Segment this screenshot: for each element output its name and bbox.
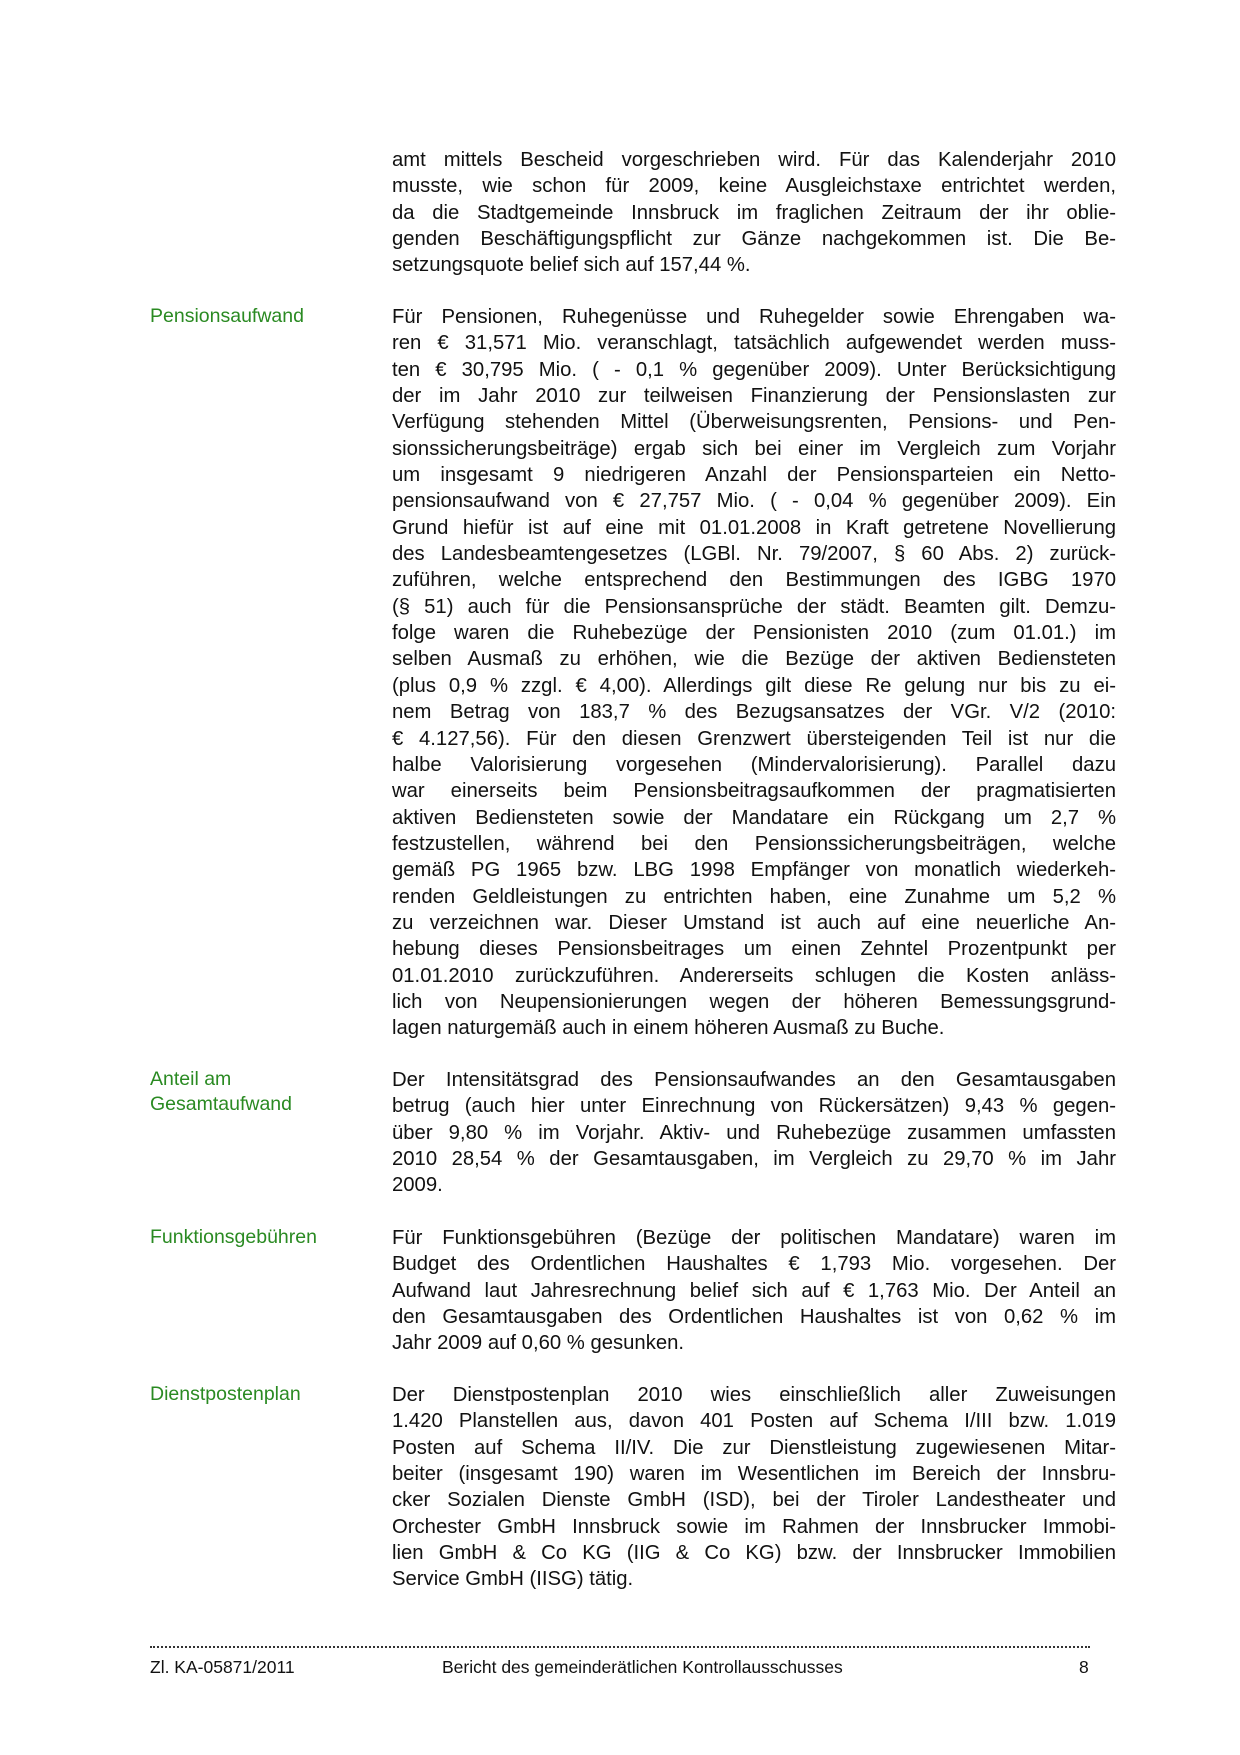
text-line: beiter (insgesamt 190) waren im Wesentlichen im Bereich der Innsbru- [392, 1463, 1116, 1486]
text-line: betrug (auch hier unter Einrechnung von Rückersätzen) 9,43 % gegen- [392, 1095, 1116, 1118]
text-line: des Landesbeamtengesetzes (LGBl. Nr. 79/2007, § 60 Abs. 2) zurück- [392, 543, 1116, 566]
text-line: 2010 28,54 % der Gesamtausgaben, im Vergleich zu 29,70 % im Jahr [392, 1148, 1116, 1171]
text-line: da die Stadtgemeinde Innsbruck im fraglichen Zeitraum der ihr oblie- [392, 201, 1116, 224]
paragraph [392, 147, 1116, 279]
text-line: war einerseits beim Pensionsbeitragsaufkommen der pragmatisierten [392, 780, 1116, 803]
margin-heading: Dienstpostenplan [150, 1383, 301, 1405]
text-line: folge waren die Ruhebezüge der Pensionisten 2010 (zum 01.01.) im [392, 622, 1116, 645]
footer-title: Bericht des gemeinderätlichen Kontrollausschusses [442, 1657, 843, 1677]
text-line: (plus 0,9 % zzgl. € 4,00). Allerdings gilt diese Re gelung nur bis zu ei- [392, 674, 1116, 697]
paragraph [392, 304, 1116, 1042]
paragraph [392, 1225, 1116, 1357]
text-line: hebung dieses Pensionsbeitrages um einen Zehntel Prozentpunkt per [392, 938, 1116, 961]
margin-heading: Pensionsaufwand [150, 305, 304, 327]
text-line: (§ 51) auch für die Pensionsansprüche der städt. Beamten gilt. Demzu- [392, 595, 1116, 618]
text-line: Aufwand laut Jahresrechnung belief sich auf € 1,763 Mio. Der Anteil an [392, 1279, 1116, 1302]
text-line: nem Betrag von 183,7 % des Bezugsansatzes der VGr. V/2 (2010: [392, 701, 1116, 724]
text-line: halbe Valorisierung vorgesehen (Mindervalorisierung). Parallel dazu [392, 753, 1116, 776]
text-line: ren € 31,571 Mio. veranschlagt, tatsächlich aufgewendet werden muss- [392, 332, 1116, 355]
text-line: lich von Neupensionierungen wegen der höheren Bemessungsgrund- [392, 990, 1116, 1013]
margin-heading: Anteil am Gesamtaufwand [150, 1068, 292, 1115]
text-line: um insgesamt 9 niedrigeren Anzahl der Pensionsparteien ein Netto- [392, 464, 1116, 487]
text-line: Jahr 2009 auf 0,60 % gesunken. [392, 1332, 685, 1355]
text-line: gemäß PG 1965 bzw. LBG 1998 Empfänger von monatlich wiederkeh- [392, 859, 1116, 882]
text-line: lagen naturgemäß auch in einem höheren Ausmaß zu Buche. [392, 1017, 945, 1040]
text-line: Budget des Ordentlichen Haushaltes € 1,793 Mio. vorgesehen. Der [392, 1253, 1116, 1276]
text-line: Der Intensitätsgrad des Pensionsaufwandes an den Gesamtausgaben [392, 1069, 1116, 1091]
text-line: Grund hiefür ist auf eine mit 01.01.2008 in Kraft getretene Novellierung [392, 516, 1116, 539]
text-line: 2009. [392, 1174, 443, 1197]
text-line: zu verzeichnen war. Dieser Umstand ist auch auf eine neuerliche An- [392, 911, 1116, 934]
text-line: den Gesamtausgaben des Ordentlichen Haushaltes ist von 0,62 % im [392, 1306, 1116, 1329]
text-line: cker Sozialen Dienste GmbH (ISD), bei der Tiroler Landestheater und [392, 1489, 1116, 1512]
text-line: Für Pensionen, Ruhegenüsse und Ruhegelder sowie Ehrengaben wa- [392, 306, 1116, 328]
page-number: 8 [1079, 1657, 1089, 1677]
text-line: Der Dienstpostenplan 2010 wies einschließlich aller Zuweisungen [392, 1384, 1116, 1406]
text-line: Service GmbH (IISG) tätig. [392, 1568, 634, 1591]
text-line: der im Jahr 2010 zur teilweisen Finanzierung der Pensionslasten zur [392, 385, 1116, 408]
text-line: 01.01.2010 zurückzuführen. Andererseits schlugen die Kosten anläss- [392, 964, 1116, 987]
text-line: musste, wie schon für 2009, keine Ausgleichstaxe entrichtet werden, [392, 175, 1116, 198]
text-line: setzungsquote belief sich auf 157,44 %. [392, 254, 751, 277]
text-line: ten € 30,795 Mio. ( - 0,1 % gegenüber 2009). Unter Berücksichtigung [392, 358, 1116, 381]
text-line: Verfügung stehenden Mittel (Überweisungsrenten, Pensions- und Pen- [392, 411, 1116, 434]
footer-divider [150, 1632, 1090, 1648]
text-line: lien GmbH & Co KG (IIG & Co KG) bzw. der Innsbrucker Immobilien [392, 1542, 1116, 1565]
footer-reference: Zl. KA-05871/2011 [150, 1657, 295, 1677]
margin-heading: Funktionsgebühren [150, 1226, 317, 1248]
text-line: amt mittels Bescheid vorgeschrieben wird. Für das Kalenderjahr 2010 [392, 149, 1116, 171]
text-line: festzustellen, während bei den Pensionssicherungsbeiträgen, welche [392, 832, 1116, 855]
text-line: pensionsaufwand von € 27,757 Mio. ( - 0,04 % gegenüber 2009). Ein [392, 490, 1116, 513]
text-line: Für Funktionsgebühren (Bezüge der politischen Mandatare) waren im [392, 1227, 1116, 1249]
text-line: über 9,80 % im Vorjahr. Aktiv- und Ruhebezüge zusammen umfassten [392, 1121, 1116, 1144]
text-line: zuführen, welche entsprechend den Bestimmungen des IGBG 1970 [392, 569, 1116, 592]
text-line: 1.420 Planstellen aus, davon 401 Posten auf Schema I/III bzw. 1.019 [392, 1410, 1116, 1433]
text-line: Posten auf Schema II/IV. Die zur Dienstleistung zugewiesenen Mitar- [392, 1436, 1116, 1459]
text-line: Orchester GmbH Innsbruck sowie im Rahmen der Innsbrucker Immobi- [392, 1515, 1116, 1538]
text-line: selben Ausmaß zu erhöhen, wie die Bezüge der aktiven Bediensteten [392, 648, 1116, 671]
text-line: aktiven Bediensteten sowie der Mandatare ein Rückgang um 2,7 % [392, 806, 1116, 829]
text-line: genden Beschäftigungspflicht zur Gänze nachgekommen ist. Die Be- [392, 228, 1116, 251]
paragraph [392, 1382, 1116, 1593]
paragraph [392, 1067, 1116, 1199]
text-line: renden Geldleistungen zu entrichten haben, eine Zunahme um 5,2 % [392, 885, 1116, 908]
text-line: sionssicherungsbeiträge) ergab sich bei einer im Vergleich zum Vorjahr [392, 437, 1116, 460]
text-line: € 4.127,56). Für den diesen Grenzwert übersteigenden Teil ist nur die [392, 727, 1116, 750]
